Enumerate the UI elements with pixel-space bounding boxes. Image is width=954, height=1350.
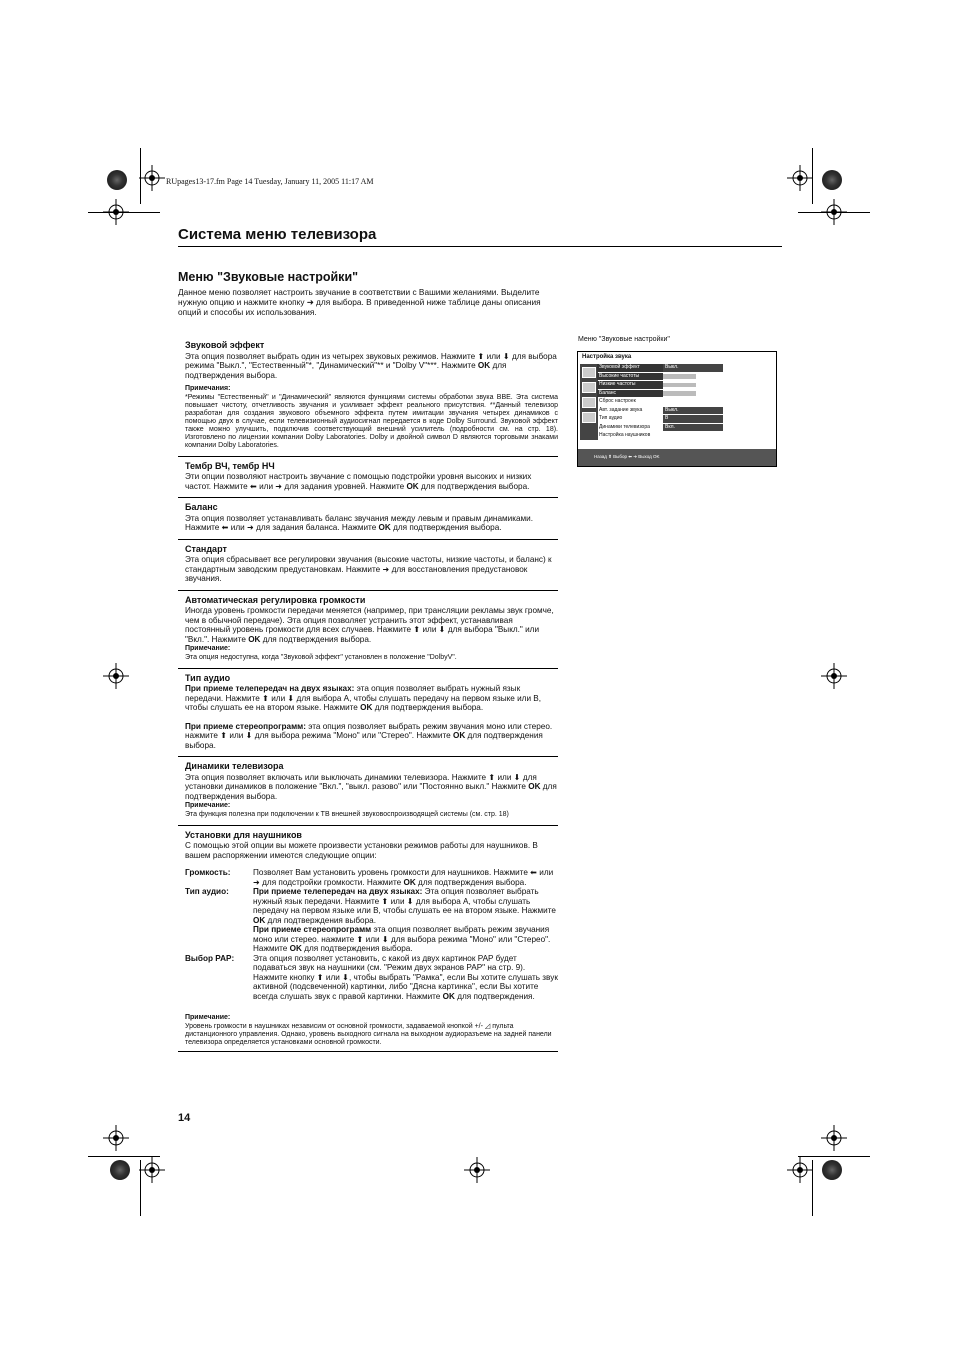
registration-mark-icon	[464, 1157, 490, 1183]
option-balance	[178, 498, 558, 540]
color-bar-icon	[822, 1160, 842, 1180]
option-title: Установки для наушников	[185, 829, 302, 840]
option-tv-speakers	[178, 757, 558, 826]
option-headphones	[178, 826, 558, 1052]
option-description	[185, 684, 558, 713]
option-title: Автоматическая регулировка громкости	[185, 594, 366, 605]
description-text: Эта опция позволяет выбрать нужный язык передачи. Нажмите ⬆ или ⬇ для выбора A, чтобы слушать передачу на первом языке или B, чтобы слушать ее на втором языке. Нажмите	[253, 887, 556, 915]
features-icon	[582, 412, 596, 423]
ok-key: OK	[442, 991, 455, 1001]
osd-menu-title: Настройка звука	[582, 354, 632, 360]
description-text: для подтверждения выбора.	[390, 523, 502, 532]
osd-level-bar	[663, 383, 696, 388]
ok-key: OK	[452, 731, 466, 740]
option-standard	[178, 540, 558, 591]
description-text: Эта опция позволяет выбрать один из четырех звуковых режимов. Нажмите ⬆ или ⬇ для выбора режима "Выкл.", "Естественный"*, "Динамический"** и "Dolby V"***. Нажмите	[185, 351, 557, 370]
color-bar-icon	[110, 1160, 130, 1180]
color-bar-icon	[107, 170, 127, 190]
osd-level-bar	[663, 374, 696, 379]
registration-mark-icon	[821, 663, 847, 689]
osd-row	[597, 373, 727, 381]
ok-key: OK	[289, 944, 302, 953]
options-list	[178, 336, 558, 1052]
osd-row-label: Тип аудио	[599, 415, 623, 421]
osd-row	[597, 432, 727, 440]
setup-icon	[582, 397, 596, 408]
option-audio-type	[178, 669, 558, 758]
note-text: Уровень громкости в наушниках независим от основной громкости, задаваемой кнопкой +/- ◿ пульта дистанционного управления. Однако, уровень выходного сигнала на выходном аудиоразъеме на задней панели телевизора определяется установками основной громкости.	[185, 1022, 552, 1046]
option-avc	[178, 591, 558, 669]
osd-row-value: Вкл.	[663, 424, 723, 432]
option-description: С помощью этой опции вы можете произвести установки режимов работы для наушников. В вашем распоряжении имеются следующие опции:	[185, 841, 538, 860]
ok-key: OK	[477, 361, 491, 370]
description-text: для подтверждения выбора.	[301, 944, 413, 953]
option-treble-bass	[178, 457, 558, 499]
registration-mark-icon	[139, 165, 165, 191]
section-title: Меню "Звуковые настройки"	[178, 270, 359, 284]
description-text: для подтверждения выбора.	[260, 634, 372, 644]
title-divider	[178, 246, 782, 247]
sub-label: При приеме телепередач на двух языках:	[185, 684, 355, 693]
ok-key: OK	[403, 877, 416, 887]
osd-row-label: Звуковой эффект	[597, 364, 663, 372]
osd-row	[597, 364, 727, 372]
description-text: Эта опция позволяет устанавливать баланс звучания между левым и правым динамиками. Нажмите ⬅ или ➜ для задания баланса. Нажмите	[185, 513, 533, 532]
row-text	[253, 887, 558, 954]
osd-row-value: B	[663, 415, 723, 423]
registration-mark-icon	[139, 1157, 165, 1183]
osd-row-label: Динамики телевизора	[599, 423, 650, 430]
description-text: для подтверждения.	[454, 991, 535, 1001]
ok-key: OK	[248, 634, 261, 644]
row-text	[253, 868, 558, 887]
file-info: RUpages13-17.fm Page 14 Tuesday, January 11, 2005 11:17 AM	[166, 177, 374, 186]
option-description	[185, 773, 558, 802]
ok-key: OK	[528, 782, 541, 791]
table-row	[185, 868, 558, 887]
description-text: Позволяет Вам установить уровень громкости для наушников. Нажмите ⬅ или ➜ для подстройки громкости. Нажмите	[253, 868, 554, 887]
row-label: Выбор PAP:	[185, 953, 235, 963]
registration-mark-icon	[103, 199, 129, 225]
osd-level-bar	[663, 391, 696, 396]
ok-key: OK	[378, 523, 391, 532]
sub-label: При приеме телепередач на двух языках:	[253, 887, 423, 896]
osd-row	[597, 381, 727, 389]
option-title: Баланс	[185, 502, 218, 512]
sub-label: При приеме стереопрограмм:	[185, 721, 306, 731]
ok-key: OK	[360, 703, 373, 712]
option-title: Тип аудио	[185, 672, 231, 683]
osd-row-label: Баланс	[597, 390, 663, 398]
headphone-options-table	[185, 868, 558, 1001]
option-title: Динамики телевизора	[185, 761, 284, 771]
table-row	[185, 887, 558, 954]
note-text: *Режимы "Естественный" и "Динамический" являются функциями системы обработки звука BBE. Эта система повышает чистоту, отчетливость звучания и усиливает эффект реального присутствия. **Данный телевизор разработан для создания звукового объемного эффекта путем имитации звучания четырех динамиков с помощью двух в случае, если телевизионный аудиосигнал передается в коде Dolby Surround. Звуковой эффект также можно улучшить, подключив соответствующий внешний усилитель (подробности см. на стр. 18). Изготовлено по лицензии компании Dolby Laboratories. Dolby и двойной символ D являются торговыми знаками компании Dolby Laboratories.	[185, 393, 558, 449]
osd-row	[597, 415, 727, 423]
description-text: для подтверждения выбора.	[185, 782, 557, 801]
registration-mark-icon	[787, 1157, 813, 1183]
page-title: Система меню телевизора	[178, 226, 377, 243]
ok-key: OK	[253, 915, 266, 925]
description-text: Эта опция позволяет установить, с какой из двух картинок PAP будет подаваться звук на наушники (см. "Режим двух экранов PAP" на стр. 9). Нажмите кнопку ⬆ или ⬇, чтобы выбрать "Рамка", если Вы хотите слушать звук активной (подсвеченной) картинки, либо "Дясна картинка", если Вы хотите всегда слушать звук с правой картинки. Нажмите	[253, 953, 558, 1001]
description-text: эта опция позволяет выбрать нужный язык передачи. Нажмите ⬆ или ⬇ для выбора A, чтобы слушать передачу на первом языке или B, чтобы слушать ее на втором языке. Нажмите	[185, 684, 542, 712]
screen-caption: Меню "Звуковые настройки"	[578, 336, 670, 343]
option-title: Тембр ВЧ, тембр НЧ	[185, 460, 275, 471]
osd-icon-column	[580, 364, 598, 440]
osd-row	[597, 424, 727, 432]
option-description	[185, 472, 558, 491]
description-text: Эти опции позволяют настроить звучание с помощью подстройки уровня высоких и низких частот. Нажмите ⬅ или ➜ для задания уровней. Нажмите	[185, 472, 532, 491]
sound-icon	[582, 382, 596, 393]
sub-label: При приеме стереопрограмм	[253, 925, 372, 934]
osd-row-label: Высокие частоты	[597, 373, 663, 381]
osd-footer	[578, 449, 776, 466]
ok-key: OK	[406, 481, 419, 491]
description-text: для подтверждения выбора.	[372, 703, 484, 712]
registration-mark-icon	[821, 199, 847, 225]
osd-row-label: Авт. задание звука	[599, 406, 643, 413]
description-text: Иногда уровень громкости передачи меняется (например, при трансляции рекламы звук громче, чем в обычной передаче). Эта опция позволяет устранить этот эффект, устанавливая постоянный уровень громкости для всех случаев. Нажмите ⬆ или ⬇ для выбора "Выкл." или "Вкл.". Нажмите	[185, 606, 554, 644]
note-label: Примечание:	[185, 802, 231, 809]
description-text: для подтверждения выбора.	[415, 877, 527, 887]
osd-row-label: Сброс настроек	[599, 398, 636, 404]
option-description	[185, 514, 558, 533]
registration-mark-icon	[821, 1125, 847, 1151]
intro-text: Данное меню позволяет настроить звучание в соответствии с Вашими желаниями. Выделите нужную опцию и нажмите кнопку ➜ для выбора. В приведенной ниже таблице даны описания опций и способы их использования.	[178, 287, 541, 317]
picture-icon	[582, 367, 596, 378]
note-label: Примечание:	[185, 645, 231, 652]
osd-row-value: Выкл.	[663, 407, 723, 415]
description-text: для подтверждения выбора.	[185, 361, 507, 380]
description-text: Эта опция позволяет включать или выключать динамики телевизора. Нажмите ⬆ или ⬇ для установки динамиков в положение "Вкл.", "выкл. разово" или "Постоянно выкл." Нажмите	[185, 772, 537, 791]
option-title: Звуковой эффект	[185, 340, 265, 350]
row-text	[253, 954, 558, 1002]
description-text: для подтверждения выбора.	[185, 731, 543, 750]
osd-row-value: Выкл.	[663, 364, 723, 372]
description-text: для подтверждения выбора.	[418, 481, 530, 491]
osd-row	[597, 398, 727, 406]
option-description	[185, 352, 558, 381]
option-description	[185, 722, 558, 751]
option-sound-effect	[178, 336, 558, 457]
option-description: Эта опция сбрасывает все регулировки звучания (высокие частоты, низкие частоты, и баланс) к стандартным заводским предустановкам. Нажмите ➜ для восстановления предустановок звучания.	[185, 555, 552, 583]
option-title: Стандарт	[185, 543, 227, 554]
registration-mark-icon	[103, 1125, 129, 1151]
note-text: Эта опция недоступна, когда "Звуковой эффект" установлен в положение "DolbyV".	[185, 653, 457, 661]
osd-row-label: Низкие частоты	[597, 381, 663, 389]
osd-row-label: Настройка наушников	[599, 432, 651, 438]
osd-menu-rows	[597, 364, 727, 441]
osd-row	[597, 407, 727, 415]
osd-row	[597, 390, 727, 398]
table-row	[185, 954, 558, 1002]
note-label: Примечание:	[185, 1014, 231, 1021]
description-text: для подтверждения выбора.	[265, 915, 376, 925]
option-description	[185, 606, 558, 644]
tv-screen-illustration	[577, 351, 777, 467]
description-text: эта опция позволяет выбрать режим звучания моно или стерео. нажмите ⬆ или ⬇ для выбора режима "Моно" или "Стерео". Нажмите	[185, 721, 553, 740]
page-number: 14	[178, 1112, 191, 1124]
note-label: Примечания:	[185, 385, 231, 392]
osd-footer-hint: Назад ⬆ Выбор ⬅ ➜ Выход OK	[594, 454, 660, 459]
color-bar-icon	[822, 170, 842, 190]
row-label: Громкость:	[185, 868, 231, 877]
note-text: Эта функция полезна при подключении к ТВ внешней звуковоспроизводящей системы (см. стр. 18)	[185, 810, 509, 818]
row-label: Тип аудио:	[185, 887, 229, 896]
description-text: эта опция позволяет выбрать режим звучания моно или стерео. нажмите ⬆ или ⬇ для выбора режима "Моно" или "Стерео". Нажмите	[253, 925, 551, 953]
registration-mark-icon	[787, 165, 813, 191]
registration-mark-icon	[103, 663, 129, 689]
